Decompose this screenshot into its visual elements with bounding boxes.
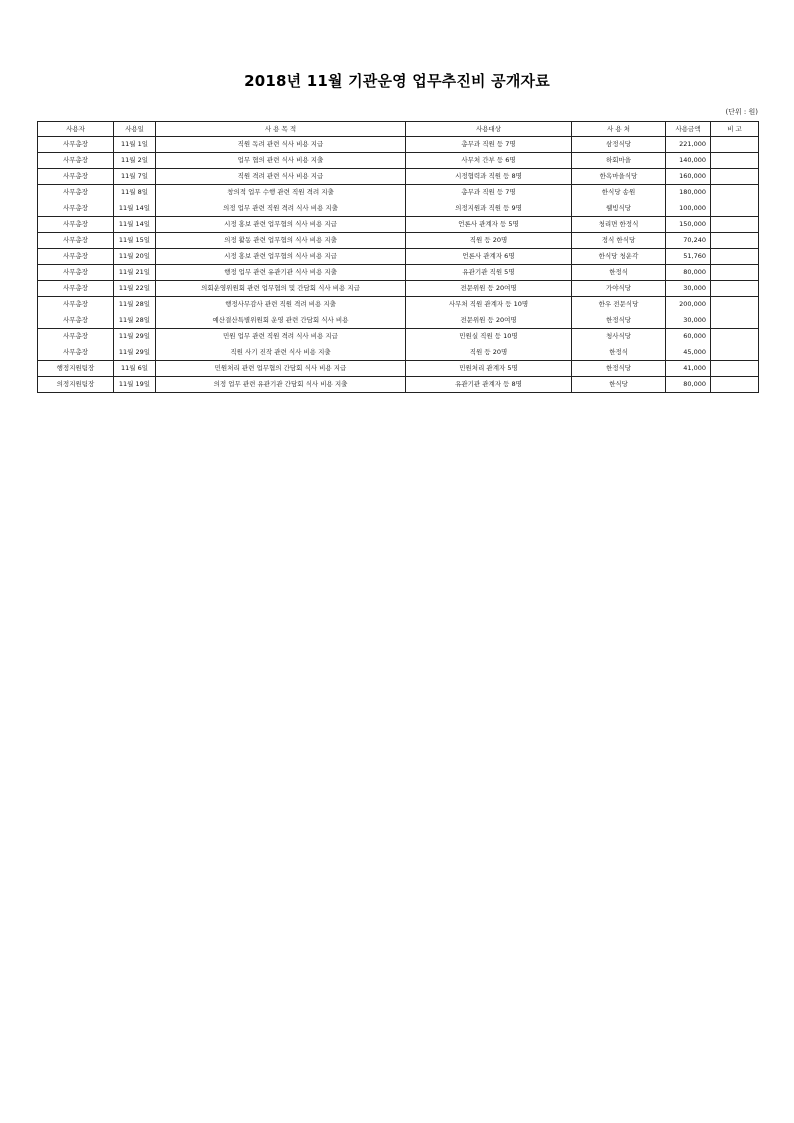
header-date: 사용일: [114, 122, 156, 137]
cell-purpose: 의정 업무 관련 유관기관 간담회 식사 비용 지출: [156, 377, 406, 393]
cell-amount: 180,000: [666, 185, 711, 201]
cell-user: 사무총장: [38, 137, 114, 153]
cell-target: 유관기관 관계자 등 8명: [406, 377, 572, 393]
cell-amount: 80,000: [666, 377, 711, 393]
cell-purpose: 의정 업무 관련 직원 격려 식사 비용 지출: [156, 201, 406, 217]
cell-user: 사무총장: [38, 233, 114, 249]
cell-target: 유관기관 직원 5명: [406, 265, 572, 281]
cell-purpose: 직원 독려 관련 식사 비용 지급: [156, 137, 406, 153]
header-amount: 사용금액: [666, 122, 711, 137]
table-header-row: [38, 122, 759, 137]
cell-amount: 51,760: [666, 249, 711, 265]
cell-note: [711, 313, 759, 329]
cell-purpose: 창의적 업무 수행 관련 직원 격려 지출: [156, 185, 406, 201]
header-place: 사 용 처: [572, 122, 666, 137]
cell-user: 사무총장: [38, 313, 114, 329]
cell-purpose: 직원 사기 진작 관련 식사 비용 지출: [156, 345, 406, 361]
cell-amount: 200,000: [666, 297, 711, 313]
header-target: 사용대상: [406, 122, 572, 137]
cell-date: 11월 19일: [114, 377, 156, 393]
cell-date: 11월 29일: [114, 329, 156, 345]
cell-place: 한식당 송원: [572, 185, 666, 201]
cell-purpose: 행정사무감사 관련 직원 격려 비용 지출: [156, 297, 406, 313]
cell-date: 11월 20일: [114, 249, 156, 265]
cell-date: 11월 28일: [114, 297, 156, 313]
header-note: 비 고: [711, 122, 759, 137]
unit-label: (단위 : 원): [725, 108, 758, 116]
cell-user: 사무총장: [38, 265, 114, 281]
cell-amount: 41,000: [666, 361, 711, 377]
cell-target: 언론사 관계자 6명: [406, 249, 572, 265]
header-purpose: 사 용 목 적: [156, 122, 406, 137]
cell-amount: 160,000: [666, 169, 711, 185]
table-row: [38, 313, 759, 329]
table-row: [38, 281, 759, 297]
cell-target: 전문위원 등 20여명: [406, 313, 572, 329]
cell-date: 11월 1일: [114, 137, 156, 153]
cell-date: 11월 14일: [114, 217, 156, 233]
cell-user: 사무총장: [38, 201, 114, 217]
cell-purpose: 민원 업무 관련 직원 격려 식사 비용 지급: [156, 329, 406, 345]
cell-amount: 150,000: [666, 217, 711, 233]
cell-date: 11월 15일: [114, 233, 156, 249]
cell-purpose: 민원처리 관련 업무협의 간담회 식사 비용 지급: [156, 361, 406, 377]
cell-note: [711, 249, 759, 265]
cell-amount: 140,000: [666, 153, 711, 169]
cell-user: 행정지원팀장: [38, 361, 114, 377]
table-row: [38, 233, 759, 249]
cell-note: [711, 185, 759, 201]
cell-note: [711, 153, 759, 169]
cell-place: 한식당: [572, 377, 666, 393]
page-title: 2018년 11월 기관운영 업무추진비 공개자료: [244, 72, 550, 90]
table-row: [38, 169, 759, 185]
cell-target: 민원처리 관계자 5명: [406, 361, 572, 377]
cell-place: 한정식당: [572, 361, 666, 377]
cell-note: [711, 217, 759, 233]
table-body: [38, 137, 759, 393]
cell-place: 청사식당: [572, 329, 666, 345]
cell-purpose: 시정 홍보 관련 업무협의 식사 비용 지급: [156, 217, 406, 233]
cell-target: 직원 등 20명: [406, 233, 572, 249]
cell-target: 사무처 간부 등 6명: [406, 153, 572, 169]
cell-note: [711, 233, 759, 249]
cell-purpose: 의정 활동 관련 업무협의 식사 비용 지출: [156, 233, 406, 249]
cell-target: 언론사 관계자 등 5명: [406, 217, 572, 233]
cell-place: 한정식: [572, 265, 666, 281]
cell-date: 11월 21일: [114, 265, 156, 281]
cell-user: 사무총장: [38, 281, 114, 297]
cell-user: 사무총장: [38, 345, 114, 361]
cell-place: 삼정식당: [572, 137, 666, 153]
cell-amount: 45,000: [666, 345, 711, 361]
cell-target: 직원 등 20명: [406, 345, 572, 361]
cell-amount: 30,000: [666, 281, 711, 297]
cell-place: 정식 한식당: [572, 233, 666, 249]
cell-place: 하회마을: [572, 153, 666, 169]
cell-amount: 221,000: [666, 137, 711, 153]
cell-note: [711, 265, 759, 281]
cell-user: 의정지원팀장: [38, 377, 114, 393]
cell-user: 사무총장: [38, 217, 114, 233]
cell-date: 11월 2일: [114, 153, 156, 169]
cell-target: 민원실 직원 등 10명: [406, 329, 572, 345]
table-row: [38, 361, 759, 377]
cell-date: 11월 7일: [114, 169, 156, 185]
table-row: [38, 297, 759, 313]
cell-note: [711, 201, 759, 217]
cell-user: 사무총장: [38, 329, 114, 345]
cell-target: 총무과 직원 등 7명: [406, 137, 572, 153]
cell-amount: 100,000: [666, 201, 711, 217]
cell-place: 청리면 한정식: [572, 217, 666, 233]
cell-target: 사무처 직원 관계자 등 10명: [406, 297, 572, 313]
cell-amount: 80,000: [666, 265, 711, 281]
cell-note: [711, 361, 759, 377]
cell-target: 전문위원 등 20여명: [406, 281, 572, 297]
cell-date: 11월 29일: [114, 345, 156, 361]
cell-user: 사무총장: [38, 153, 114, 169]
cell-user: 사무총장: [38, 169, 114, 185]
cell-note: [711, 169, 759, 185]
cell-place: 한정식: [572, 345, 666, 361]
table-row: [38, 249, 759, 265]
cell-place: 웰빙식당: [572, 201, 666, 217]
cell-date: 11월 22일: [114, 281, 156, 297]
table-row: [38, 185, 759, 201]
table-row: [38, 217, 759, 233]
table-row: [38, 137, 759, 153]
cell-place: 한옥마을식당: [572, 169, 666, 185]
cell-note: [711, 329, 759, 345]
table-row: [38, 345, 759, 361]
table-row: [38, 265, 759, 281]
cell-note: [711, 377, 759, 393]
cell-target: 총무과 직원 등 7명: [406, 185, 572, 201]
cell-user: 사무총장: [38, 297, 114, 313]
cell-note: [711, 297, 759, 313]
cell-place: 한우 전문식당: [572, 297, 666, 313]
cell-date: 11월 6일: [114, 361, 156, 377]
header-user: 사용자: [38, 122, 114, 137]
table-row: [38, 153, 759, 169]
cell-note: [711, 137, 759, 153]
expense-table: [37, 121, 759, 393]
cell-purpose: 의회운영위원회 관련 업무협의 및 간담회 식사 비용 지급: [156, 281, 406, 297]
table-row: [38, 329, 759, 345]
cell-purpose: 직원 격려 관련 식사 비용 지급: [156, 169, 406, 185]
table-row: [38, 201, 759, 217]
cell-date: 11월 28일: [114, 313, 156, 329]
cell-amount: 60,000: [666, 329, 711, 345]
cell-user: 사무총장: [38, 249, 114, 265]
cell-amount: 70,240: [666, 233, 711, 249]
cell-date: 11월 14일: [114, 201, 156, 217]
cell-note: [711, 345, 759, 361]
cell-purpose: 업무 협의 관련 식사 비용 지출: [156, 153, 406, 169]
cell-place: 한식당 청운각: [572, 249, 666, 265]
cell-purpose: 행정 업무 관련 유관기관 식사 비용 지출: [156, 265, 406, 281]
cell-amount: 30,000: [666, 313, 711, 329]
cell-purpose: 예산결산특별위원회 운영 관련 간담회 식사 비용: [156, 313, 406, 329]
table-row: [38, 377, 759, 393]
cell-place: 가야식당: [572, 281, 666, 297]
cell-user: 사무총장: [38, 185, 114, 201]
cell-place: 한정식당: [572, 313, 666, 329]
cell-purpose: 시정 홍보 관련 업무협의 식사 비용 지급: [156, 249, 406, 265]
cell-note: [711, 281, 759, 297]
cell-date: 11월 8일: [114, 185, 156, 201]
cell-target: 시정협력과 직원 등 8명: [406, 169, 572, 185]
cell-target: 의정지원과 직원 등 9명: [406, 201, 572, 217]
